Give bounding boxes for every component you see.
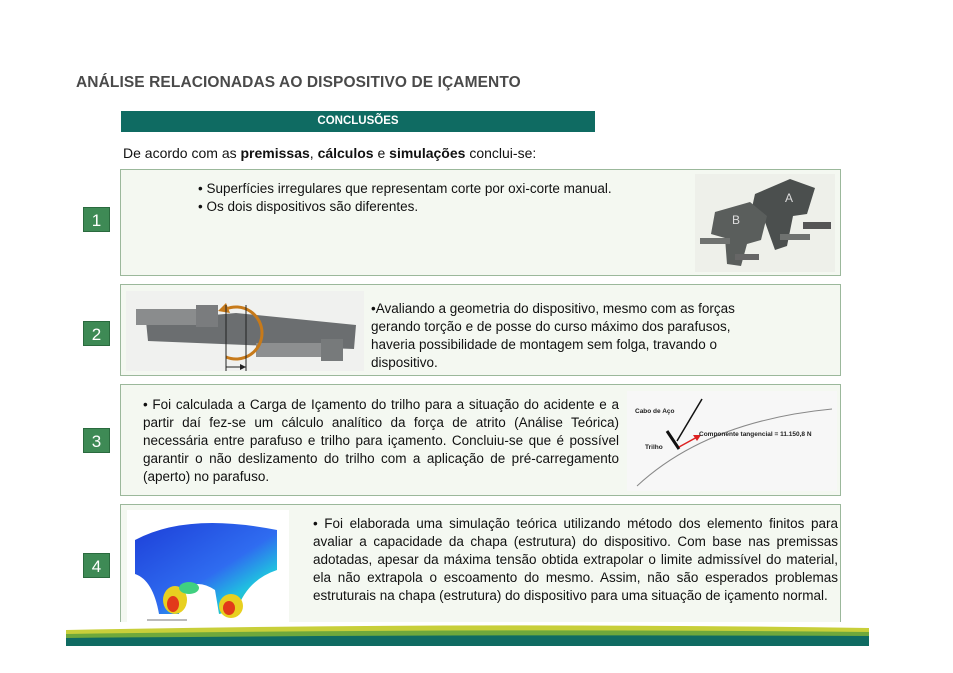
label-cable: Cabo de Aço	[635, 408, 675, 415]
item-4-text: • Foi elaborada uma simulação teórica utilizando método dos elemento finitos para avaliar a capacidade da chapa (estrutura) do dispositivo. Com base nas premissas adotadas, apesar da máxima tensão obtida extrapolar o limite admissível do material, ela não extrapola o escoamento do mesmo. Assim, não são esperados problemas estruturais na chapa (estrutura) do dispositivo para uma situação de içamento normal.	[313, 516, 838, 603]
device-side-photo	[126, 291, 364, 371]
intro-bold-calculos: cálculos	[317, 145, 374, 161]
item-1-text	[198, 180, 698, 216]
device-photo-1	[695, 174, 835, 272]
footer-stripe	[66, 622, 869, 646]
conclusion-box-1	[120, 169, 841, 276]
intro-sep: ,	[309, 145, 318, 161]
intro-text	[123, 145, 536, 161]
label-rail: Trilho	[645, 444, 663, 451]
item-1-line-2: • Os dois dispositivos são diferentes.	[198, 199, 419, 214]
intro-bold-premissas: premissas	[240, 145, 310, 161]
conclusion-box-2	[120, 284, 841, 376]
intro-sep: e	[373, 145, 390, 161]
item-2-line-1: •Avaliando a geometria do dispositivo, mesmo com as forças	[371, 301, 735, 316]
force-diagram	[627, 391, 837, 491]
intro-prefix: De acordo com as	[123, 145, 241, 161]
item-2-line-2: gerando torção e de posse do curso máximo dos parafusos,	[371, 319, 731, 334]
item-3-text: • Foi calculada a Carga de Içamento do trilho para a situação do acidente e a partir daí fez-se um cálculo analítico da força de atrito (Análise Teórica) necessária entre parafuso e trilho para içamento. Concluiu-se que é possível garantir o não deslizamento do trilho com a aplicação de pré-carregamento (aperto) no parafuso.	[143, 397, 619, 484]
conclusion-box-3	[120, 384, 841, 496]
page-title: ANÁLISE RELACIONADAS AO DISPOSITIVO DE IÇAMENTO	[76, 74, 521, 91]
item-number-2: 2	[83, 321, 110, 346]
svg-text:A: A	[785, 191, 794, 205]
conclusion-box-4	[120, 504, 841, 630]
fem-simulation-image	[127, 510, 289, 626]
section-banner: CONCLUSÕES	[121, 111, 595, 132]
item-number-1: 1	[83, 207, 110, 232]
item-2-text	[371, 300, 831, 372]
item-number-3: 3	[83, 428, 110, 453]
item-number-4: 4	[83, 553, 110, 578]
item-1-line-1: • Superfícies irregulares que representam corte por oxi-corte manual.	[198, 181, 612, 196]
label-tangential-component: Componente tangencial = 11.150,8 N	[699, 431, 812, 438]
item-2-line-3: haveria possibilidade de montagem sem folga, travando o	[371, 337, 717, 352]
item-2-line-4: dispositivo.	[371, 355, 438, 370]
intro-suffix: conclui-se:	[465, 145, 537, 161]
intro-bold-simulacoes: simulações	[389, 145, 466, 161]
svg-text:B: B	[732, 213, 741, 227]
